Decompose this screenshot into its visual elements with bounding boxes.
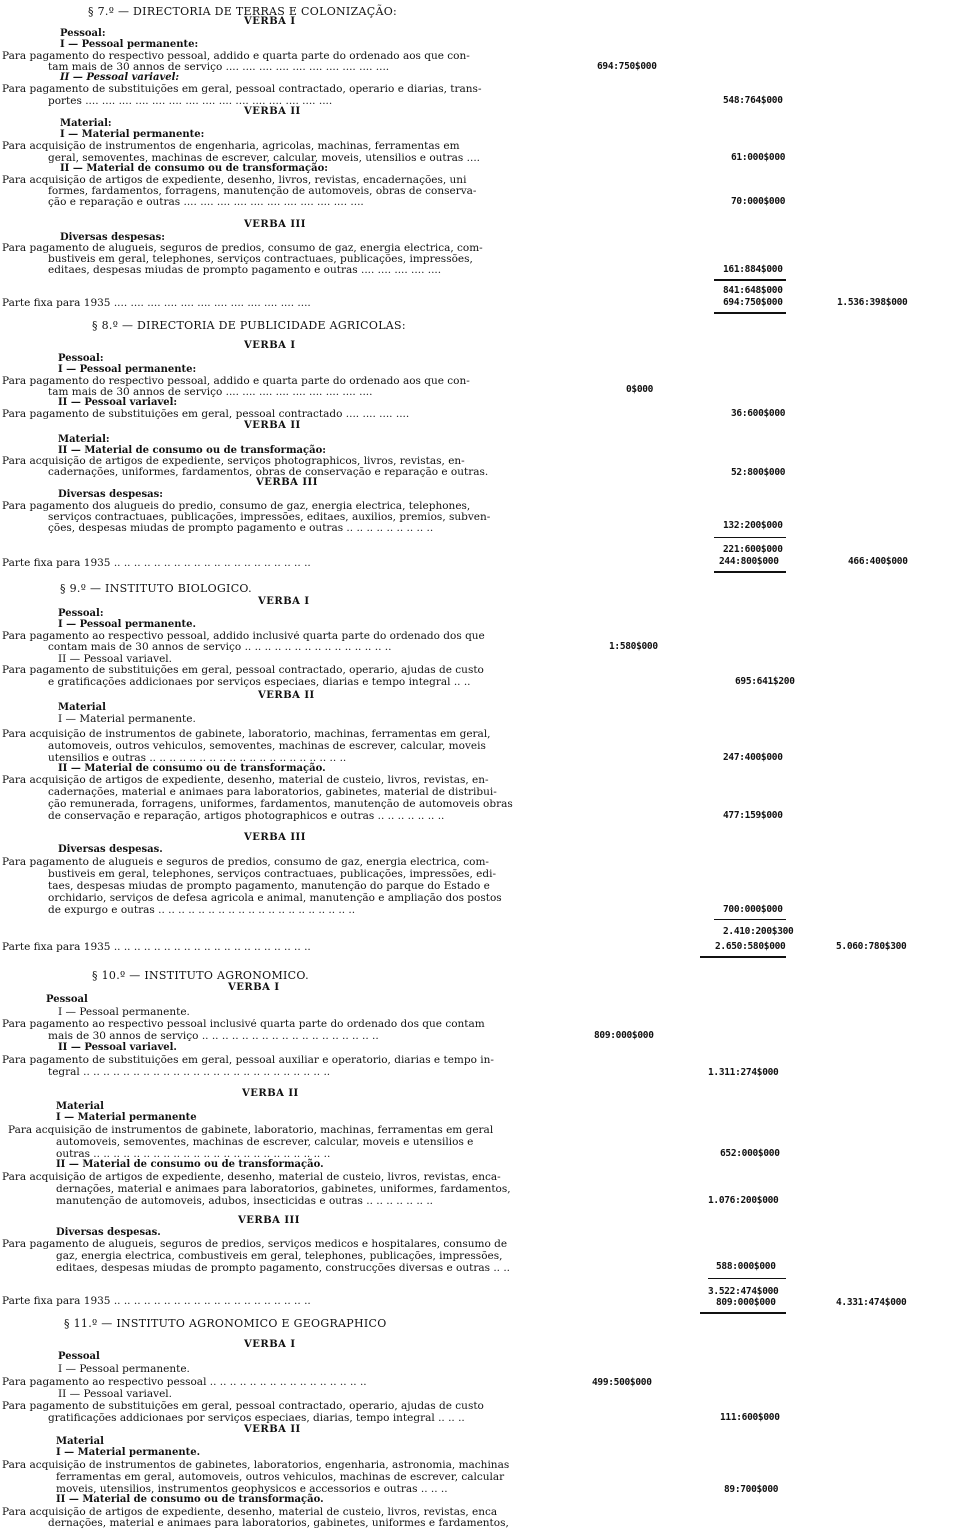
verba-heading: VERBA III [244,832,306,843]
amount: 1.076:200$000 [708,1195,779,1206]
subheading: Material [58,702,106,713]
text-line: Para pagamento ao respectivo pessoal inclusivé quarta parte do ordenado dos que contam [2,1019,485,1030]
amount: 161:884$000 [723,264,783,275]
text-line: ção e reparação e outras .... .... .... .... .... .... .... .... .... .... .... [48,197,364,208]
subtotal-amount: 841:648$000 [723,285,783,296]
total-amount: 1.536:398$000 [837,297,908,308]
verba-heading: VERBA II [244,106,301,117]
text-line: automoveis, outros vehiculos, semoventes, machinas de escrever, calcular, moveis [48,741,486,752]
text-line: Para acquisição de artigos de expediente, desenho, material de custeio, livros, revistas, enca [2,1507,498,1518]
subheading: Material [56,1436,104,1447]
subheading: II — Material de consumo ou de transformação. [56,1159,324,1170]
text-line: Para pagamento ao respectivo pessoal .. .. .. .. .. .. .. .. .. .. .. .. .. .. .. .. [2,1377,367,1388]
subheading: II — Pessoal variavel. [58,653,173,665]
text-line: tam mais de 30 annos de serviço .... .... .... .... .... .... .... .... .... .... [48,62,390,73]
text-line: tegral .. .. .. .. .. .. .. .. .. .. .. .. .. .. .. .. .. .. .. .. .. .. .. .. .. [48,1067,331,1078]
amount: 652:000$000 [720,1148,780,1159]
text-line: Parte fixa para 1935 .... .... .... .... .... .... .... .... .... .... .... .... [2,298,311,309]
subheading: II — Pessoal variavel: [60,72,180,83]
text-line: taes, despesas miudas de prompto pagamento, manutenção do parque do Estado e [48,881,490,892]
text-line: Para pagamento dos alugueis do predio, consumo de gaz, energia electrica, telephones, [2,501,471,512]
amount: 694:750$000 [597,61,657,72]
text-line: editaes, despesas miudas de prompto pagamento, construcções diversas e outras .. .. [56,1263,511,1274]
text-line: de conservação e reparação, artigos photographicos e outras .. .. .. .. .. .. .. [48,811,445,822]
subheading: I — Material permanente. [58,713,196,725]
text-line: cadernações, material e animaes para laboratorios, gabinetes, material de distribui- [48,787,497,798]
subheading: II — Material de consumo ou de transformação. [58,763,326,774]
text-line: Para pagamento do respectivo pessoal, addido e quarta parte do ordenado aos que con- [2,51,470,62]
text-line: Parte fixa para 1935 .. .. .. .. .. .. .. .. .. .. .. .. .. .. .. .. .. .. .. .. [2,942,311,953]
text-line: outras .. .. .. .. .. .. .. .. .. .. .. .. .. .. .. .. .. .. .. .. .. .. .. .. [56,1149,331,1160]
text-line: mais de 30 annos de serviço .. .. .. .. .. .. .. .. .. .. .. .. .. .. .. .. .. .. [48,1031,379,1042]
text-line: manutenção de automoveis, adubos, insecticidas e outras .. .. .. .. .. .. .. [56,1196,434,1207]
text-line: Para acquisição de artigos de expediente, serviços photographicos, livros, revistas, en- [2,456,465,467]
sum-rule [700,1312,786,1314]
text-line: Para pagamento de substituições em geral, pessoal contractado .... .... .... .... [2,409,410,420]
text-line: Para pagamento ao respectivo pessoal, addido inclusivé quarta parte do ordenado dos que [2,631,485,642]
verba-heading: VERBA I [244,1339,296,1350]
amount: 588:000$000 [716,1261,776,1272]
subtotal-amount: 2.410:200$300 [723,926,794,937]
sum-rule [714,312,786,314]
text-line: utensilios e outras .. .. .. .. .. .. .. .. .. .. .. .. .. .. .. .. .. .. .. .. [48,753,347,764]
text-line: Para pagamento de substituições em geral, pessoal auxiliar e operatorio, diarias e tempo in- [2,1055,494,1066]
text-line: bustiveis em geral, telephones, serviços contractuaes, publicações, impressões, [48,254,473,265]
section-heading: § 8.º — DIRECTORIA DE PUBLICIDADE AGRICOLAS: [92,319,406,332]
subheading: Pessoal: [60,28,106,39]
text-line: Para pagamento de alugueis e seguros de predios, consumo de gaz, energia electrica, com- [2,857,489,868]
verba-heading: VERBA II [242,1088,299,1099]
text-line: dernações, material e animaes para laboratorios, gabinetes, uniformes e fardamentos, [48,1518,509,1529]
amount: 695:641$200 [735,676,795,687]
text-line: orchidario, serviços de defesa agricola e animal, manutenção e ampliação dos postos [48,893,502,904]
subheading: I — Pessoal permanente: [60,39,199,50]
text-line: tam mais de 30 annos de serviço .... .... .... .... .... .... .... .... .... [48,387,373,398]
section-heading: § 10.º — INSTITUTO AGRONOMICO. [92,969,309,982]
amount: 52:800$000 [731,467,786,478]
subheading: I — Material permanente: [60,129,205,140]
amount: 700:000$000 [723,904,783,915]
subheading: Pessoal: [58,353,104,364]
section-heading: § 7.º — DIRECTORIA DE TERRAS E COLONIZAÇÃO: [88,5,398,18]
amount: 247:400$000 [723,752,783,763]
amount: 244:800$000 [719,556,779,567]
verba-heading: VERBA I [258,596,310,607]
sum-rule [708,1278,786,1279]
subheading: I — Pessoal permanente: [58,364,197,375]
subheading: Material: [58,434,110,445]
subheading: Diversas despesas. [58,844,163,855]
subheading: I — Pessoal permanente. [58,619,196,630]
sum-rule [714,537,786,538]
subheading: Diversas despesas: [58,489,163,500]
amount: 1:580$000 [609,641,658,652]
sum-rule [714,279,786,281]
text-line: automoveis, semoventes, machinas de escrever, calcular, moveis e utensilios e [56,1137,474,1148]
amount: 477:159$000 [723,810,783,821]
verba-heading: VERBA III [238,1215,300,1226]
text-line: cadernações, uniformes, fardamentos, obras de conservação e reparação e outras. [48,467,489,478]
subtotal-amount: 3.522:474$000 [708,1286,779,1297]
text-line: Para acquisição de artigos de expediente, desenho, material de custeio, livros, revistas, enca- [2,1172,501,1183]
amount: 694:750$000 [723,297,783,308]
text-line: gaz, energia electrica, combustiveis em geral, telephones, publicações, impressões, [56,1251,503,1262]
text-line: e gratificações addicionaes por serviços especiaes, diarias e tempo integral .. .. [48,677,471,688]
amount: 89:700$000 [724,1484,779,1495]
text-line: editaes, despesas miudas de prompto pagamento e outras .... .... .... .... .... [48,265,442,276]
amount: 1.311:274$000 [708,1067,779,1078]
section-heading: § 11.º — INSTITUTO AGRONOMICO E GEOGRAPHICO [64,1317,387,1330]
amount: 36:600$000 [731,408,786,419]
subheading: II — Material de consumo ou de transformação: [58,445,326,456]
subheading: Material: [60,118,112,129]
subheading: Material [56,1101,104,1112]
text-line: gratificações addicionaes por serviços especiaes, diarias, tempo integral .. .. .. [48,1413,465,1424]
text-line: Para acquisição de artigos de expediente, desenho, material de custeio, livros, revistas, en- [2,775,489,786]
text-line: Para pagamento de substituições em geral, pessoal contractado, operario, ajudas de custo [2,1401,484,1412]
total-amount: 4.331:474$000 [836,1297,907,1308]
subheading: I — Pessoal permanente. [58,1363,190,1375]
subheading: I — Material permanente. [56,1447,201,1458]
subheading: Pessoal [46,994,88,1005]
text-line: Para pagamento de alugueis, seguros de predios, consumo de gaz, energia electrica, com- [2,243,483,254]
amount: 61:000$000 [731,152,786,163]
verba-heading: VERBA I [228,982,280,993]
total-amount: 5.060:780$300 [836,941,907,952]
sum-rule [700,956,786,958]
text-line: contam mais de 30 annos de serviço .. .. .. .. .. .. .. .. .. .. .. .. .. .. .. [48,642,392,653]
text-line: Para acquisição de artigos de expediente, desenho, livros, revistas, encadernações, uni [2,175,467,186]
verba-heading: VERBA II [258,690,315,701]
text-line: bustiveis em geral, telephones, serviços contractuaes, publicações, impressões, edi- [48,869,497,880]
text-line: Parte fixa para 1935 .. .. .. .. .. .. .. .. .. .. .. .. .. .. .. .. .. .. .. .. [2,558,311,569]
sum-rule [714,571,786,573]
text-line: Para pagamento do respectivo pessoal, addido e quarta parte do ordenado aos que con- [2,376,470,387]
verba-heading: VERBA III [256,477,318,488]
subheading: II — Material de consumo ou de transformação: [60,163,328,174]
text-line: portes .... .... .... .... .... .... .... .... .... .... .... .... .... .... .... [48,96,333,107]
amount: 548:764$000 [723,95,783,106]
text-line: geral, semoventes, machinas de escrever, calcular, moveis, utensilios e outras .... [48,153,481,164]
subheading: Pessoal [58,1351,100,1362]
amount: 132:200$000 [723,520,783,531]
text-line: ferramentas em geral, automoveis, outros vehiculos, machinas de escrever, calcular [56,1472,505,1483]
verba-heading: VERBA II [244,1424,301,1435]
text-line: Para acquisição de instrumentos de engenharia, agricolas, machinas, ferramentas em [2,141,460,152]
section-heading: § 9.º — INSTITUTO BIOLOGICO. [60,582,252,595]
subheading: II — Material de consumo ou de transformação. [56,1494,324,1505]
text-line: de expurgo e outras .. .. .. .. .. .. .. .. .. .. .. .. .. .. .. .. .. .. .. .. [48,905,356,916]
amount: 809:000$000 [594,1030,654,1041]
total-amount: 466:400$000 [848,556,908,567]
subheading: Pessoal: [58,608,104,619]
text-line: Para pagamento de alugueis, seguros de predios, serviços medicos e hospitalares, consumo de [2,1239,508,1250]
subheading: I — Pessoal permanente. [58,1006,190,1018]
subheading: Diversas despesas. [56,1227,161,1238]
subtotal-amount: 221:600$000 [723,544,783,555]
text-line: serviços contractuaes, publicações, impressões, editaes, auxilios, premios, subven- [48,512,491,523]
text-line: Para pagamento de substituições em geral, pessoal contractado, operario, ajudas de custo [2,665,484,676]
text-line: formes, fardamentos, forragens, manutenção de automoveis, obras de conserva- [48,186,477,197]
text-line: Parte fixa para 1935 .. .. .. .. .. .. .. .. .. .. .. .. .. .. .. .. .. .. .. .. [2,1296,311,1307]
verba-heading: VERBA III [244,219,306,230]
text-line: ção remunerada, forragens, uniformes, fardamentos, manutenção de automoveis obras [48,799,513,810]
subheading: II — Pessoal variavel. [58,1042,177,1053]
verba-heading: VERBA I [244,16,296,27]
text-line: Para acquisição de instrumentos de gabinete, laboratorio, machinas, ferramentas em geral [8,1125,494,1136]
text-line: Para acquisição de instrumentos de gabinetes, laboratorios, engenharia, astronomia, machinas [2,1460,510,1471]
text-line: Para pagamento de substituições em geral, pessoal contractado, operario e diarias, trans- [2,84,482,95]
amount: 499:500$000 [592,1377,652,1388]
sum-rule [714,919,786,920]
text-line: moveis, utensilios, instrumentos geophysicos e accessorios e outras .. .. .. [56,1484,448,1495]
subheading: Diversas despesas: [60,232,165,243]
subheading: II — Pessoal variavel. [58,1388,173,1400]
amount: 2.650:580$000 [715,941,786,952]
subheading: I — Material permanente [56,1112,197,1123]
amount: 70:000$000 [731,196,786,207]
subheading: II — Pessoal variavel: [58,397,178,408]
text-line: ções, despesas miudas de prompto pagamento e outras .. .. .. .. .. .. .. .. .. [48,523,434,534]
verba-heading: VERBA I [244,340,296,351]
verba-heading: VERBA II [244,420,301,431]
text-line: Para acquisição de instrumentos de gabinete, laboratorio, machinas, ferramentas em geral, [2,729,491,740]
amount: 809:000$000 [716,1297,776,1308]
amount: 0$000 [626,384,654,395]
text-line: dernações, material e animaes para laboratorios, gabinetes, uniformes, fardamentos, [56,1184,511,1195]
amount: 111:600$000 [720,1412,780,1423]
